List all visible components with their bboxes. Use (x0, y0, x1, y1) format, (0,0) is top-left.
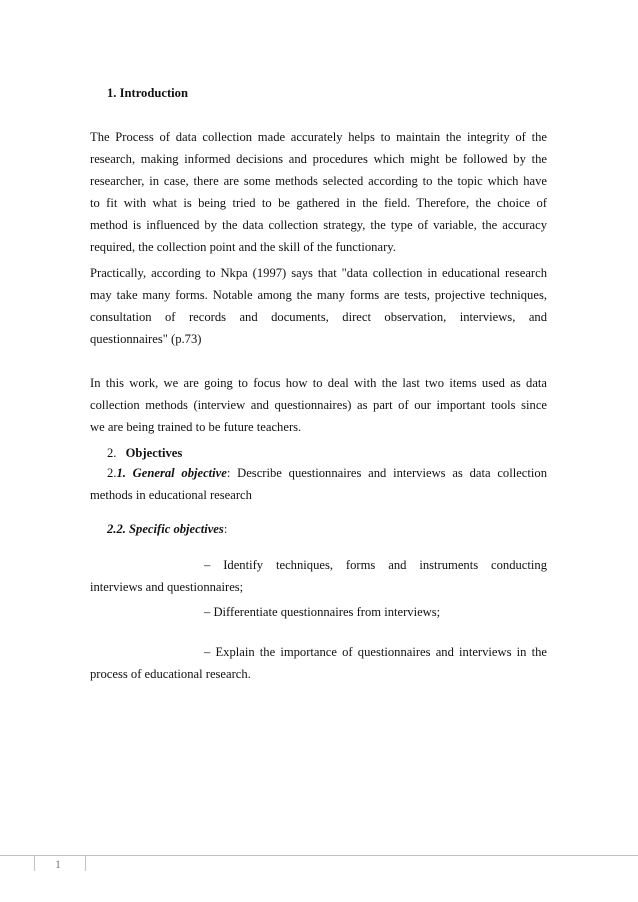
text-line: – Explain the importance of questionnaires and interviews in the (204, 645, 547, 659)
introduction-paragraph-1 (90, 126, 547, 258)
introduction-heading: 1. Introduction (107, 86, 188, 100)
specific-objectives-colon: : (223, 522, 228, 536)
text-line: interviews and questionnaires; (90, 580, 244, 594)
page-number: 1 (55, 857, 61, 871)
objectives-heading-number: 2. (107, 446, 117, 460)
text-line: The Process of data collection made accurately helps to maintain the integrity of the (90, 130, 547, 144)
text-line: may take many forms. Notable among the many forms are tests, projective techniques, (90, 288, 547, 302)
text-line: researcher, in case, there are some methods selected according to the topic which have (90, 174, 547, 188)
text-line: consultation of records and documents, direct observation, interviews, and (90, 310, 547, 324)
general-objective (90, 462, 547, 506)
specific-objectives-label: 2.2. Specific objectives (107, 522, 224, 536)
text-line: collection methods (interview and questionnaires) as part of our important tools since (90, 398, 547, 412)
text-line: research, making informed decisions and procedures which might be followed by the (90, 152, 547, 166)
specific-objectives-heading (107, 518, 227, 540)
general-objective-label: 1. General objective (116, 466, 227, 480)
objectives-heading-title: Objectives (125, 446, 183, 460)
text-line: process of educational research. (90, 667, 251, 681)
text-line: – Differentiate questionnaires from interviews; (204, 605, 441, 619)
text-line: Practically, according to Nkpa (1997) says that "data collection in educational research (90, 266, 547, 280)
specific-objective-item-2 (90, 601, 547, 623)
text-line: required, the collection point and the skill of the functionary. (90, 240, 396, 254)
objectives-heading (107, 446, 182, 461)
footer-rule (0, 855, 638, 856)
text-line: questionnaires" (p.73) (90, 332, 202, 346)
text-line: to fit with what is being tried to be gathered in the field. Therefore, the choice of (90, 196, 547, 210)
text-line: we are being trained to be future teachers. (90, 420, 302, 434)
text-line: – Identify techniques, forms and instruments conducting (204, 558, 547, 572)
general-objective-text: : Describe questionnaires and interviews as data collection (226, 466, 547, 480)
general-objective-number: 2. (107, 466, 117, 480)
specific-objective-item-1 (90, 554, 547, 598)
general-objective-line (90, 462, 547, 484)
text-line: method is influenced by the data collection strategy, the type of variable, the accuracy (90, 218, 547, 232)
specific-objective-item-3 (90, 641, 547, 685)
text-line: methods in educational research (90, 488, 252, 502)
introduction-paragraph-2 (90, 262, 547, 350)
text-line: In this work, we are going to focus how to deal with the last two items used as data (90, 376, 547, 390)
introduction-paragraph-3 (90, 372, 547, 438)
